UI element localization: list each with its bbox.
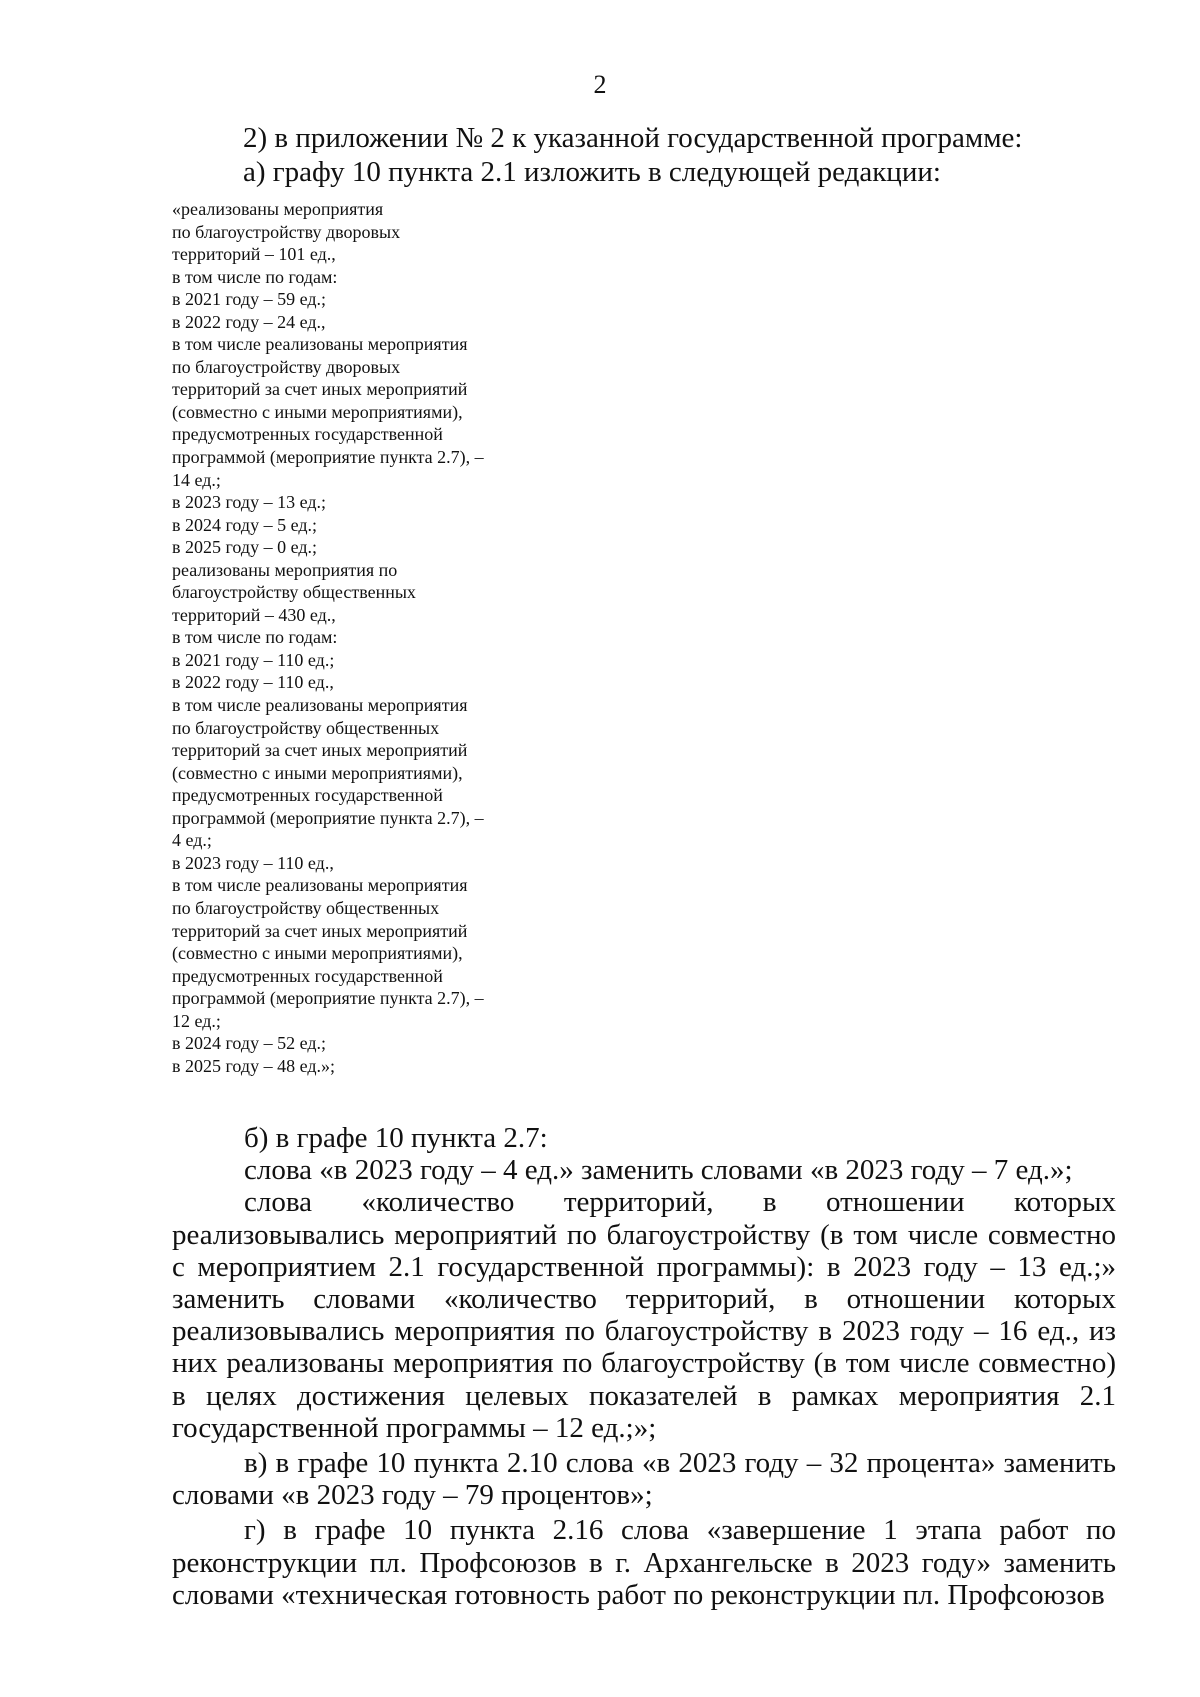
column-line: в 2021 году – 110 ед.;: [172, 649, 335, 670]
paragraph-b-words-2: слова «количество территорий, в отношении которых реализовывались мероприятий по благоустройству (в том числе совместно с мероприятием 2.1 государственной программы): в 2023 году – 13 ед.;» заменить словами «количество территорий, в отношении которых реализовывались мероприятия по благоустройству в 2023 году – 16 ед., из них реализованы мероприятия по благоустройству (в том числе совместно) в целях достижения целевых показателей в рамках мероприятия 2.1 государственной программы – 12 ед.;»;: [172, 1186, 1116, 1444]
column-line: «реализованы мероприятия: [172, 199, 384, 219]
column-line: по благоустройству дворовых: [172, 356, 401, 377]
column-line: территорий – 101 ед.,: [172, 244, 336, 265]
column-line: предусмотренных государственной: [172, 965, 443, 986]
column-line: 14 ед.;: [172, 469, 221, 490]
column-line: в 2023 году – 110 ед.,: [172, 852, 334, 873]
column-line: в 2023 году – 13 ед.;: [172, 492, 326, 513]
column-line: в том числе по годам:: [172, 266, 338, 287]
paragraph-g: г) в графе 10 пункта 2.16 слова «завершение 1 этапа работ по реконструкции пл. Профсоюзов в г. Архангельске в 2023 году» заменить словами «техническая готовность работ по реконструкции пл. Профсоюзов: [172, 1514, 1116, 1611]
column-line: благоустройству общественных: [172, 582, 416, 603]
column-line: в 2021 году – 59 ед.;: [172, 289, 326, 310]
column-line: 4 ед.;: [172, 830, 212, 851]
column-line: программой (мероприятие пункта 2.7), –: [172, 988, 484, 1009]
column-line: реализованы мероприятия по: [172, 559, 398, 580]
column-line: территорий – 430 ед.,: [172, 604, 336, 625]
column-line: предусмотренных государственной: [172, 424, 443, 445]
paragraph-b-words-1: слова «в 2023 году – 4 ед.» заменить словами «в 2023 году – 7 ед.»;: [244, 1154, 1073, 1187]
paragraph-v: в) в графе 10 пункта 2.10 слова «в 2023 году – 32 процента» заменить словами «в 2023 году – 79 процентов»;: [172, 1447, 1116, 1512]
column-line: территорий за счет иных мероприятий: [172, 379, 468, 400]
column-line: в том числе реализованы мероприятия: [172, 875, 468, 896]
column-10-text: [172, 198, 484, 1077]
intro-line-1: 2) в приложении № 2 к указанной государственной программе:: [243, 122, 1023, 154]
column-line: в 2022 году – 110 ед.,: [172, 672, 334, 693]
column-line: по благоустройству дворовых: [172, 221, 401, 242]
column-line: в 2022 году – 24 ед.,: [172, 311, 326, 332]
column-line: в том числе по годам:: [172, 627, 338, 648]
column-line: в 2024 году – 5 ед.;: [172, 514, 317, 535]
column-line: по благоустройству общественных: [172, 897, 440, 918]
column-line: 12 ед.;: [172, 1010, 221, 1031]
intro-line-2: а) графу 10 пункта 2.1 изложить в следующей редакции:: [243, 156, 941, 188]
column-line: по благоустройству общественных: [172, 717, 440, 738]
column-line: программой (мероприятие пункта 2.7), –: [172, 807, 484, 828]
column-line: в 2024 году – 52 ед.;: [172, 1033, 326, 1054]
paragraph-b-heading: б) в графе 10 пункта 2.7:: [244, 1122, 548, 1154]
column-line: территорий за счет иных мероприятий: [172, 920, 468, 941]
page-number: 2: [593, 70, 607, 99]
body-text: [172, 1122, 1116, 1611]
column-line: в 2025 году – 0 ед.;: [172, 537, 317, 558]
column-line: (совместно с иными мероприятиями),: [172, 401, 463, 422]
column-line: программой (мероприятие пункта 2.7), –: [172, 447, 484, 468]
column-line: в том числе реализованы мероприятия: [172, 695, 468, 716]
column-line: в том числе реализованы мероприятия: [172, 334, 468, 355]
column-line: в 2025 году – 48 ед.»;: [172, 1055, 335, 1076]
column-line: территорий за счет иных мероприятий: [172, 740, 468, 761]
column-line: (совместно с иными мероприятиями),: [172, 762, 463, 783]
column-line: (совместно с иными мероприятиями),: [172, 943, 463, 964]
column-line: предусмотренных государственной: [172, 785, 443, 806]
